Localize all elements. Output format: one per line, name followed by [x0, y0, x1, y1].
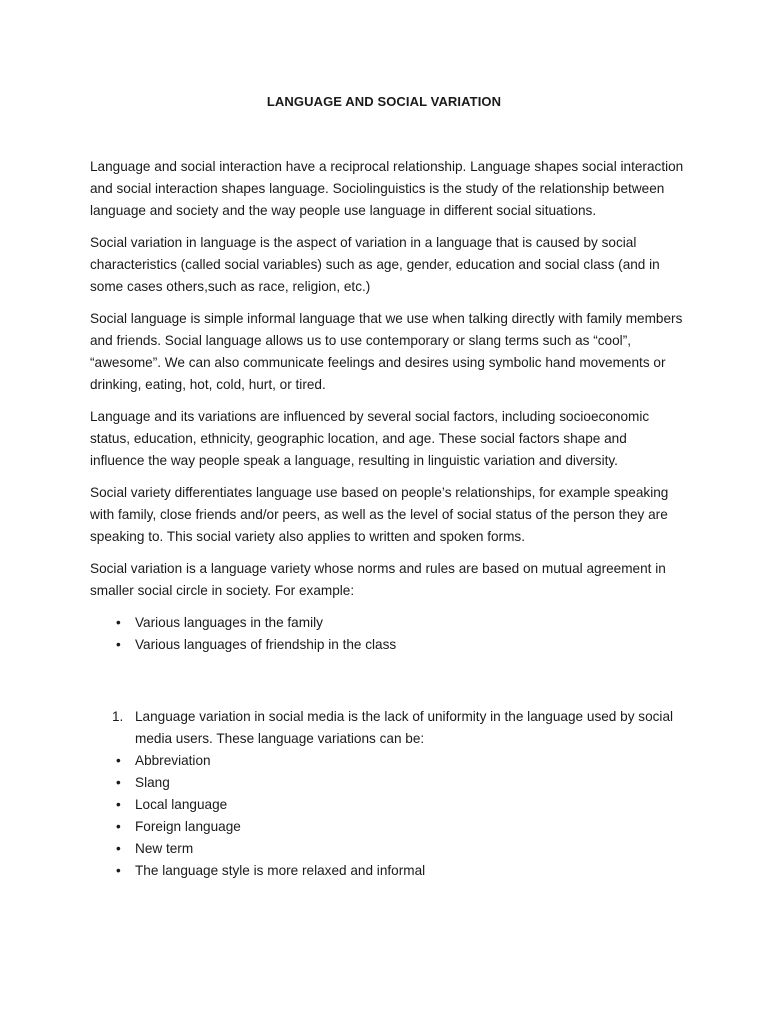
- numbered-list-item: [90, 706, 684, 750]
- list-item-text: Language variation in social media is the lack of uniformity in the language used by social media users. These language variations can be:: [135, 709, 674, 746]
- list-item-text: Local language: [135, 797, 228, 812]
- list-item-text: Abbreviation: [135, 753, 211, 768]
- list-item: [90, 750, 684, 772]
- paragraph: Language and its variations are influenced by several social factors, including socioeconomic status, education, ethnicity, geographic location, and age. These social factors shape and influence the way people speak a language, resulting in linguistic variation and diversity.: [90, 409, 650, 468]
- list-item: [90, 794, 684, 816]
- list-item: [90, 838, 684, 860]
- list-item: [90, 634, 684, 656]
- list-number: 1.: [112, 709, 124, 724]
- bullet-icon: •: [116, 753, 121, 768]
- bullet-icon: •: [116, 797, 121, 812]
- paragraph: Social variation in language is the aspect of variation in a language that is caused by social characteristics (called social variables) such as age, gender, education and social class (and in some cases others,such as race, religion, etc.): [90, 235, 660, 294]
- list-item: [90, 860, 684, 882]
- paragraph: Social language is simple informal language that we use when talking directly with family members and friends. Social language allows us to use contemporary or slang terms such as “cool”, “awesome”. We can also communicate feelings and desires using symbolic hand movements or drinking, eating, hot, cold, hurt, or tired.: [90, 311, 683, 392]
- bullet-icon: •: [116, 863, 121, 878]
- bullet-list-variations: [90, 750, 684, 882]
- list-item-text: Foreign language: [135, 819, 241, 834]
- bullet-icon: •: [116, 775, 121, 790]
- document-body: [90, 156, 684, 882]
- list-item: [90, 816, 684, 838]
- numbered-list: [90, 706, 684, 750]
- list-item-text: Various languages in the family: [135, 615, 323, 630]
- list-item-text: Slang: [135, 775, 170, 790]
- list-item-text: New term: [135, 841, 194, 856]
- list-item-text: The language style is more relaxed and informal: [135, 863, 426, 878]
- list-item: [90, 772, 684, 794]
- paragraph: Social variation is a language variety whose norms and rules are based on mutual agreement in smaller social circle in society. For example:: [90, 561, 666, 598]
- bullet-icon: •: [116, 637, 121, 652]
- document-title: LANGUAGE AND SOCIAL VARIATION: [266, 94, 502, 109]
- paragraph: Language and social interaction have a reciprocal relationship. Language shapes social interaction and social interaction shapes language. Sociolinguistics is the study of the relationship between language and society and the way people use language in different social situations.: [90, 159, 684, 218]
- paragraph: Social variety differentiates language use based on people’s relationships, for example speaking with family, close friends and/or peers, as well as the level of social status of the person they are speaking to. This social variety also applies to written and spoken forms.: [90, 485, 669, 544]
- list-item: [90, 612, 684, 634]
- list-item-text: Various languages of friendship in the class: [135, 637, 397, 652]
- bullet-icon: •: [116, 615, 121, 630]
- bullet-icon: •: [116, 819, 121, 834]
- bullet-icon: •: [116, 841, 121, 856]
- bullet-list-examples: [90, 612, 684, 656]
